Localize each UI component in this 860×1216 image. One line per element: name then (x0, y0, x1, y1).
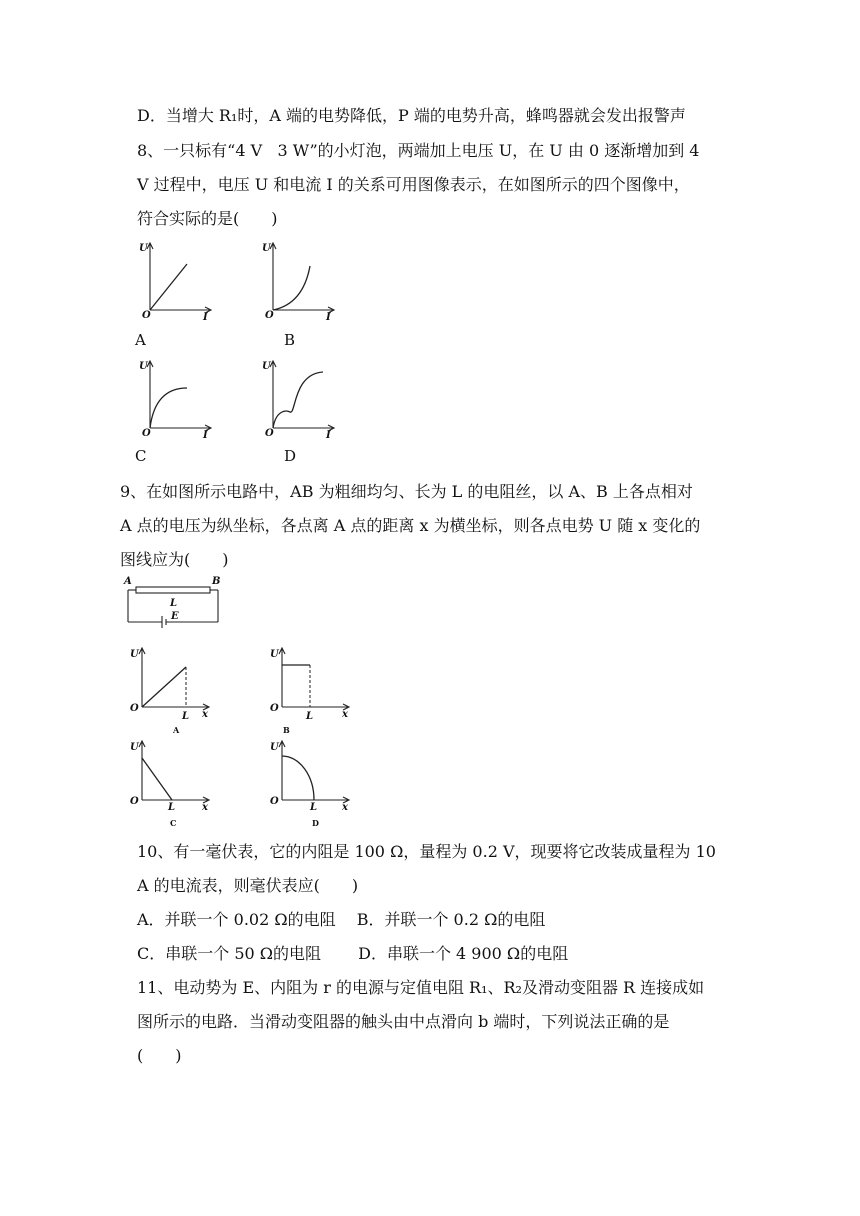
q10-options-ab: A．并联一个 0.02 Ω的电阻 B．并联一个 0.2 Ω的电阻 (137, 910, 546, 929)
axis-x-label: I (326, 312, 331, 323)
axis-mark-label: L (306, 711, 314, 722)
axis-y-label: U (130, 649, 139, 660)
q9-line-3: 图线应为( ) (120, 550, 229, 569)
option-label: C (170, 818, 177, 828)
q8-line-3: 符合实际的是( ) (137, 209, 278, 228)
axis-mark-label: L (310, 802, 318, 813)
q9-circuit-diagram (124, 576, 234, 626)
axis-x-label: x (342, 709, 348, 720)
axis-mark-label: L (168, 802, 176, 813)
axis-origin-label: O (130, 703, 139, 714)
axis-origin-label: O (270, 703, 279, 714)
axis-mark-label: L (182, 711, 190, 722)
q9-graph-c (128, 738, 218, 828)
axis-origin-label: O (270, 796, 279, 807)
axis-y-label: U (139, 243, 148, 254)
q11-line-3: ( ) (137, 1046, 182, 1065)
axis-x-label: x (202, 802, 208, 813)
axis-y-label: U (130, 742, 139, 753)
q11-line-2: 图所示的电路．当滑动变阻器的触头由中点滑向 b 端时，下列说法正确的是 (137, 1012, 670, 1031)
q9-line-1: 9、在如图所示电路中，AB 为粗细均匀、长为 L 的电阻丝，以 A、B 上各点相对 (120, 482, 693, 501)
q8-option-c-label: C (135, 447, 147, 465)
q8-line-2: V 过程中，电压 U 和电流 I 的关系可用图像表示，在如图所示的四个图像中， (137, 175, 690, 194)
axis-x-label: I (203, 312, 208, 323)
q8-option-a-label: A (135, 331, 146, 349)
q10-line-1: 10、有一毫伏表，它的内阻是 100 Ω，量程为 0.2 V，现要将它改装成量程为 10 (137, 842, 716, 861)
axis-origin-label: O (130, 796, 139, 807)
axis-x-label: x (342, 802, 348, 813)
option-label: D (312, 818, 319, 828)
q9-graph-d (268, 738, 358, 828)
q8-option-b-label: B (284, 331, 296, 349)
q8-line-1: 8、一只标有“4 V 3 W”的小灯泡，两端加上电压 U，在 U 由 0 逐渐增加到 4 (137, 141, 700, 160)
q8-graph-a (135, 240, 215, 323)
axis-origin-label: O (142, 428, 151, 439)
q8-graph-d (258, 358, 338, 441)
q11-line-1: 11、电动势为 E、内阻为 r 的电源与定值电阻 R₁、R₂及滑动变阻器 R 连接成如 (137, 978, 705, 997)
emf-label: E (171, 611, 179, 622)
q10-line-2: A 的电流表，则毫伏表应( ) (137, 876, 359, 895)
option-label: B (283, 725, 290, 735)
axis-y-label: U (139, 361, 148, 372)
axis-y-label: U (270, 742, 279, 753)
axis-y-label: U (270, 649, 279, 660)
q10-options-cd: C．串联一个 50 Ω的电阻 D．串联一个 4 900 Ω的电阻 (137, 944, 569, 963)
q9-line-2: A 点的电压为纵坐标，各点离 A 点的距离 x 为横坐标，则各点电势 U 随 x 变化的 (120, 516, 701, 535)
resistance-wire (136, 587, 210, 593)
axis-origin-label: O (265, 428, 274, 439)
axis-origin-label: O (265, 310, 274, 321)
q9-graph-b (268, 645, 358, 735)
axis-x-label: x (202, 709, 208, 720)
q9-graph-a (128, 645, 218, 735)
q8-graph-b (258, 240, 338, 323)
axis-x-label: I (326, 430, 331, 441)
axis-x-label: I (203, 430, 208, 441)
q7-option-d: D．当增大 R₁时，A 端的电势降低，P 端的电势升高，蜂鸣器就会发出报警声 (137, 106, 686, 125)
axis-origin-label: O (142, 310, 151, 321)
q8-option-d-label: D (284, 447, 297, 465)
axis-y-label: U (262, 243, 271, 254)
option-label: A (173, 725, 180, 735)
q8-graph-c (135, 358, 215, 441)
length-label: L (170, 598, 178, 609)
axis-y-label: U (262, 361, 271, 372)
point-b-label: B (212, 576, 221, 587)
point-a-label: A (124, 576, 132, 587)
